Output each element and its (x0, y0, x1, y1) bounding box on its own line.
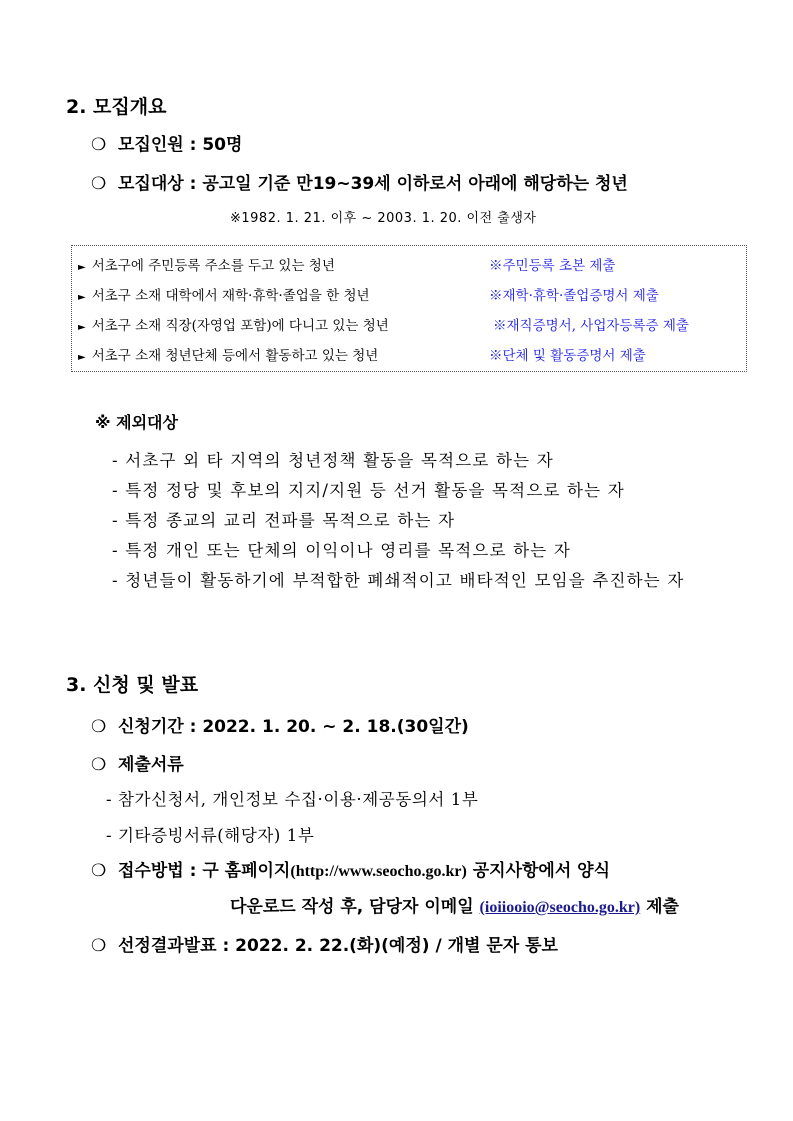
submission-method-line2-suffix: 제출 (646, 897, 679, 917)
exclusion-item: - 특정 종교의 교리 전파를 목적으로 하는 자 (112, 511, 456, 530)
exclusion-item: - 특정 정당 및 후보의 지지/지원 등 선거 활동을 목적으로 하는 자 (112, 481, 625, 500)
eligibility-row (78, 344, 646, 364)
selection-result-item (91, 931, 558, 956)
eligibility-document: ※주민등록 초본 제출 (489, 258, 616, 274)
eligibility-row (78, 314, 689, 334)
section-3-title: 3. 신청 및 발표 (66, 674, 199, 696)
triangle-marker-icon: ► (78, 352, 86, 363)
application-period-item (91, 712, 469, 737)
submission-docs-title: 제출서류 (118, 755, 184, 775)
circle-bullet-icon: ❍ (91, 135, 107, 155)
submission-method-line2-prefix: 다운로드 작성 후, 담당자 이메일 (230, 897, 474, 917)
contact-email-link[interactable]: (ioiiooio@seocho.go.kr) (479, 899, 641, 916)
eligibility-row (78, 284, 659, 304)
eligibility-row (78, 254, 616, 274)
submission-doc: - 기타증빙서류(해당자) 1부 (106, 826, 315, 845)
submission-method-item (91, 856, 610, 881)
selection-result-text: 선정결과발표 : 2022. 2. 22.(화)(예정) / 개별 문자 통보 (118, 936, 558, 956)
eligibility-condition: 서초구 소재 대학에서 재학·휴학·졸업을 한 청년 (91, 288, 370, 304)
circle-bullet-icon: ❍ (91, 755, 107, 775)
recruit-target-text: 모집대상 : 공고일 기준 만19~39세 이하로서 아래에 해당하는 청년 (118, 174, 628, 194)
submission-method-line2 (230, 892, 679, 917)
circle-bullet-icon: ❍ (91, 717, 107, 737)
eligibility-document: ※재학·휴학·졸업증명서 제출 (489, 288, 659, 304)
submission-doc: - 참가신청서, 개인정보 수집·이용·제공동의서 1부 (106, 790, 479, 809)
submission-docs-item (91, 750, 184, 775)
recruit-target-item (91, 169, 628, 194)
circle-bullet-icon: ❍ (91, 936, 107, 956)
eligibility-box (71, 245, 747, 372)
submission-method-suffix: 공지사항에서 양식 (472, 861, 611, 881)
circle-bullet-icon: ❍ (91, 174, 107, 194)
section-2-title: 2. 모집개요 (66, 96, 167, 118)
recruit-count-item (91, 130, 242, 155)
circle-bullet-icon: ❍ (91, 861, 107, 881)
exclusion-title: ※ 제외대상 (95, 413, 178, 432)
eligibility-document: ※단체 및 활동증명서 제출 (489, 348, 646, 364)
eligibility-condition: 서초구 소재 직장(자영업 포함)에 다니고 있는 청년 (91, 318, 389, 334)
homepage-link[interactable]: (http://www.seocho.go.kr) (290, 863, 467, 880)
exclusion-item: - 특정 개인 또는 단체의 이익이나 영리를 목적으로 하는 자 (112, 541, 571, 560)
triangle-marker-icon: ► (78, 262, 86, 273)
exclusion-item: - 서초구 외 타 지역의 청년정책 활동을 목적으로 하는 자 (112, 451, 554, 470)
eligibility-condition: 서초구 소재 청년단체 등에서 활동하고 있는 청년 (91, 348, 379, 364)
birth-date-note: ※1982. 1. 21. 이후 ~ 2003. 1. 20. 이전 출생자 (230, 211, 537, 226)
exclusion-item: - 청년들이 활동하기에 부적합한 폐쇄적이고 배타적인 모임을 추진하는 자 (112, 571, 685, 590)
recruit-count-text: 모집인원 : 50명 (118, 135, 243, 155)
submission-method-prefix: 접수방법 : 구 홈페이지 (118, 861, 291, 881)
triangle-marker-icon: ► (78, 322, 86, 333)
eligibility-document: ※재직증명서, 사업자등록증 제출 (493, 318, 689, 334)
application-period-text: 신청기간 : 2022. 1. 20. ~ 2. 18.(30일간) (118, 717, 469, 737)
eligibility-condition: 서초구에 주민등록 주소를 두고 있는 청년 (91, 258, 335, 274)
triangle-marker-icon: ► (78, 292, 86, 303)
